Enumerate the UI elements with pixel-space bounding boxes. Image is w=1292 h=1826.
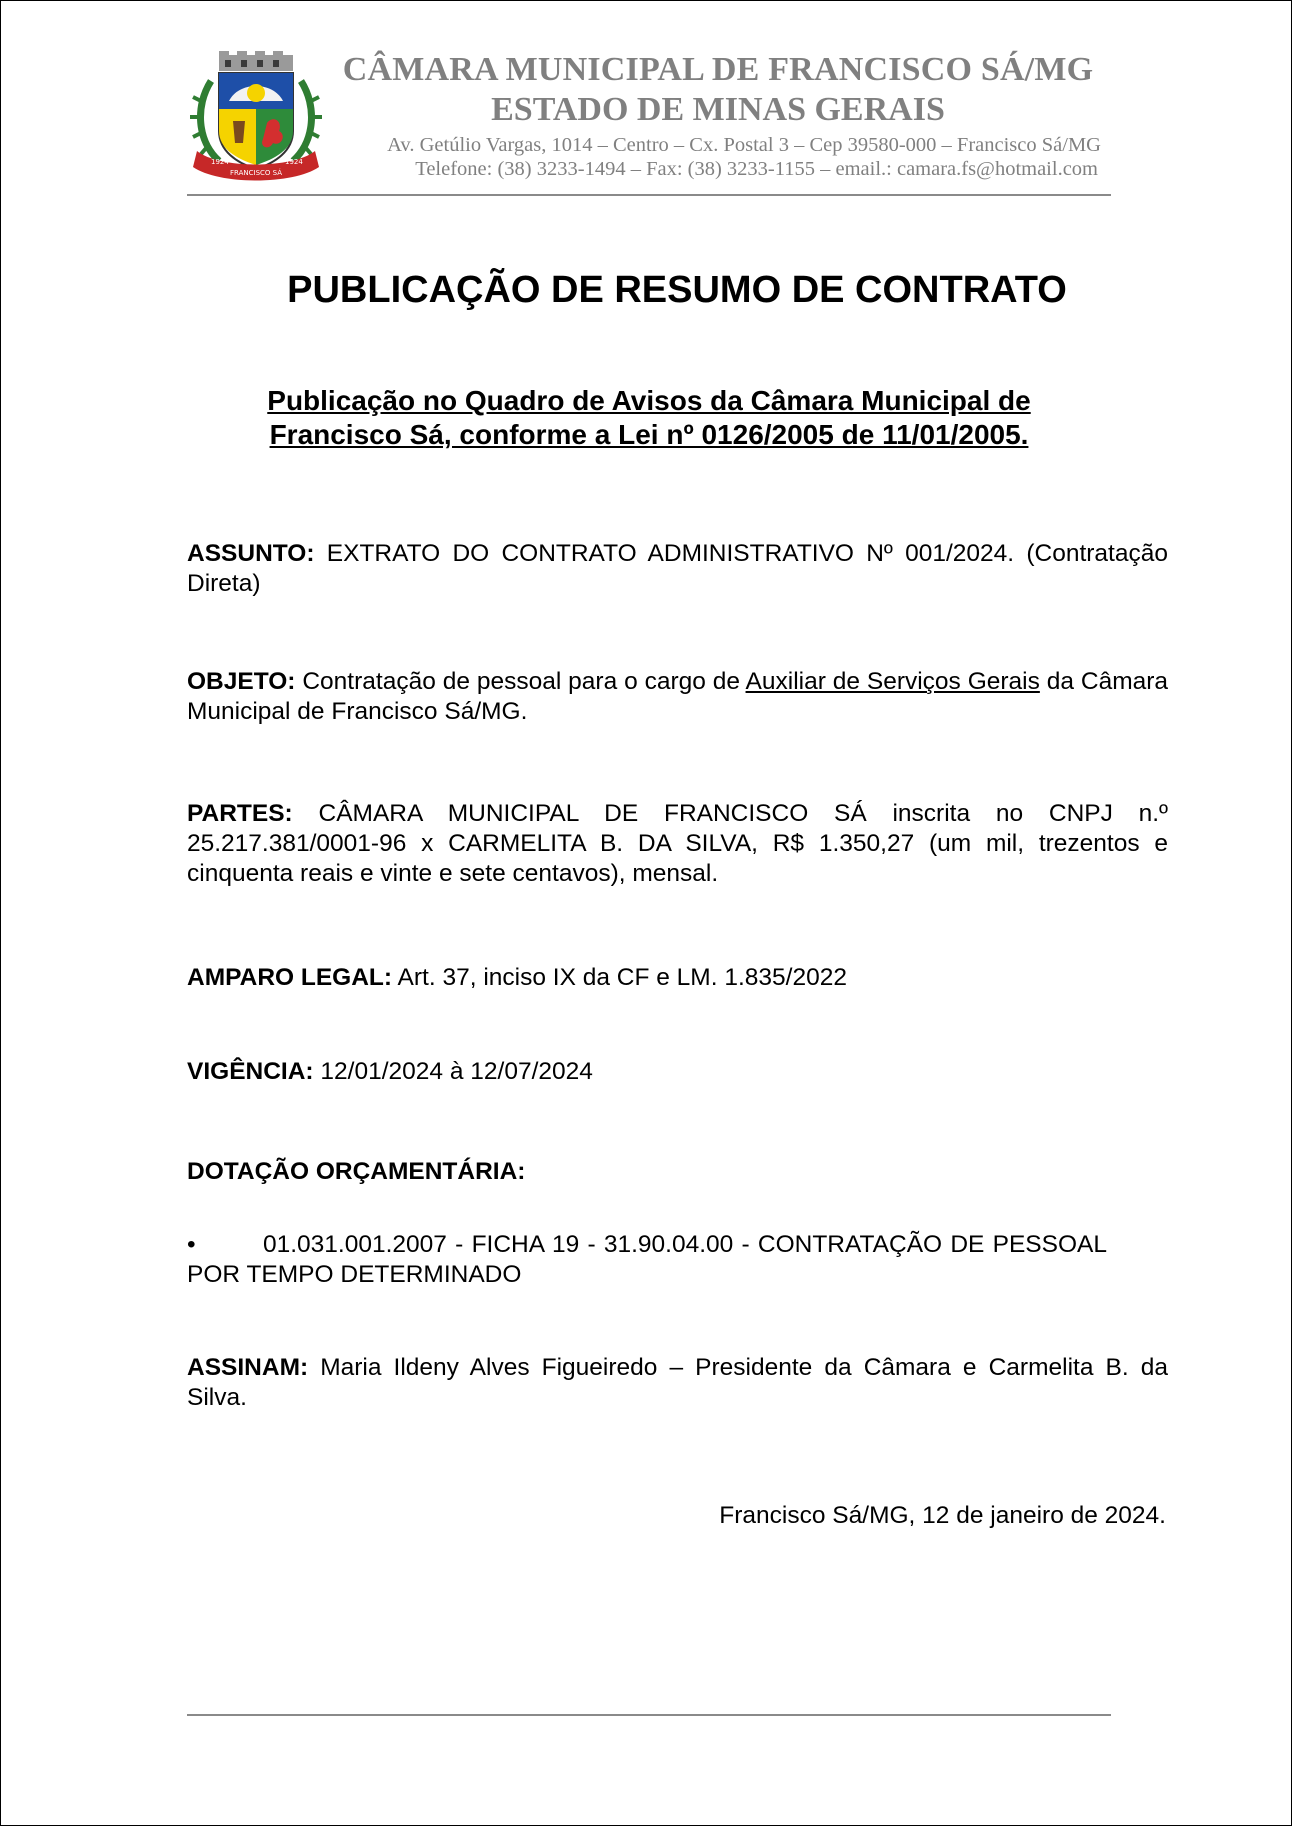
vigencia-text: 12/01/2024 à 12/07/2024 xyxy=(320,1058,593,1085)
amparo-label: AMPARO LEGAL: xyxy=(187,964,393,991)
crest-year-right: 1924 xyxy=(285,158,303,166)
subtitle-line-1: Publicação no Quadro de Avisos da Câmara Municipal de xyxy=(267,385,1031,416)
crest-year-left: 1924 xyxy=(211,158,229,166)
document-subtitle xyxy=(187,384,1111,452)
assinam-text: Maria Ildeny Alves Figueiredo – Presidente da Câmara e Carmelita B. da Silva. xyxy=(187,1354,1168,1411)
assunto-text: EXTRATO DO CONTRATO ADMINISTRATIVO Nº 001/2024. (Contratação Direta) xyxy=(187,540,1168,597)
section-partes xyxy=(187,799,1168,889)
objeto-text-after: da Câmara Municipal de Francisco Sá/MG. xyxy=(187,668,1169,725)
document-title: PUBLICAÇÃO DE RESUMO DE CONTRATO xyxy=(287,269,1067,311)
letterhead-contact: Telefone: (38) 3233-1494 – Fax: (38) 3233-1155 – email.: camara.fs@hotmail.com xyxy=(415,158,1098,180)
section-objeto xyxy=(187,667,1168,727)
assinam-label: ASSINAM: xyxy=(187,1354,309,1381)
section-assunto xyxy=(187,539,1168,599)
bullet-icon: • xyxy=(187,1231,196,1258)
footer-divider xyxy=(187,1714,1111,1716)
partes-label: PARTES: xyxy=(187,800,293,827)
dotacao-item xyxy=(187,1230,1107,1290)
section-vigencia xyxy=(187,1057,1168,1087)
crest-ribbon-text: FRANCISCO SÁ xyxy=(229,169,283,177)
place-date: Francisco Sá/MG, 12 de janeiro de 2024. xyxy=(719,1502,1166,1529)
subtitle-line-2: Francisco Sá, conforme a Lei nº 0126/2005 de 11/01/2005. xyxy=(269,419,1029,450)
objeto-cargo: Auxiliar de Serviços Gerais xyxy=(745,668,1040,695)
section-assinam xyxy=(187,1353,1168,1413)
amparo-text: Art. 37, inciso IX da CF e LM. 1.835/2022 xyxy=(397,964,847,991)
dotacao-label: DOTAÇÃO ORÇAMENTÁRIA: xyxy=(187,1158,526,1185)
assunto-label: ASSUNTO: xyxy=(187,540,315,567)
partes-text: CÂMARA MUNICIPAL DE FRANCISCO SÁ inscrita no CNPJ n.º 25.217.381/0001-96 x CARMELITA B. DA SILVA, R$ 1.350,27 (um mil, trezentos e cinquenta reais e vinte e sete centavos), mensal. xyxy=(187,800,1168,887)
objeto-text-before: Contratação de pessoal para o cargo de xyxy=(302,668,740,695)
header-divider xyxy=(187,194,1111,196)
dotacao-item-text: 01.031.001.2007 - FICHA 19 - 31.90.04.00 - CONTRATAÇÃO DE PESSOAL POR TEMPO DETERMINADO xyxy=(187,1231,1107,1288)
coat-of-arms-icon xyxy=(189,51,323,185)
letterhead-state: ESTADO DE MINAS GERAIS xyxy=(491,91,945,128)
objeto-label: OBJETO: xyxy=(187,668,296,695)
letterhead-title: CÂMARA MUNICIPAL DE FRANCISCO SÁ/MG xyxy=(342,51,1094,88)
vigencia-label: VIGÊNCIA: xyxy=(187,1058,314,1085)
letterhead-address: Av. Getúlio Vargas, 1014 – Centro – Cx. Postal 3 – Cep 39580-000 – Francisco Sá/MG xyxy=(387,134,1101,156)
section-amparo-legal xyxy=(187,963,1168,993)
section-dotacao xyxy=(187,1157,1168,1187)
